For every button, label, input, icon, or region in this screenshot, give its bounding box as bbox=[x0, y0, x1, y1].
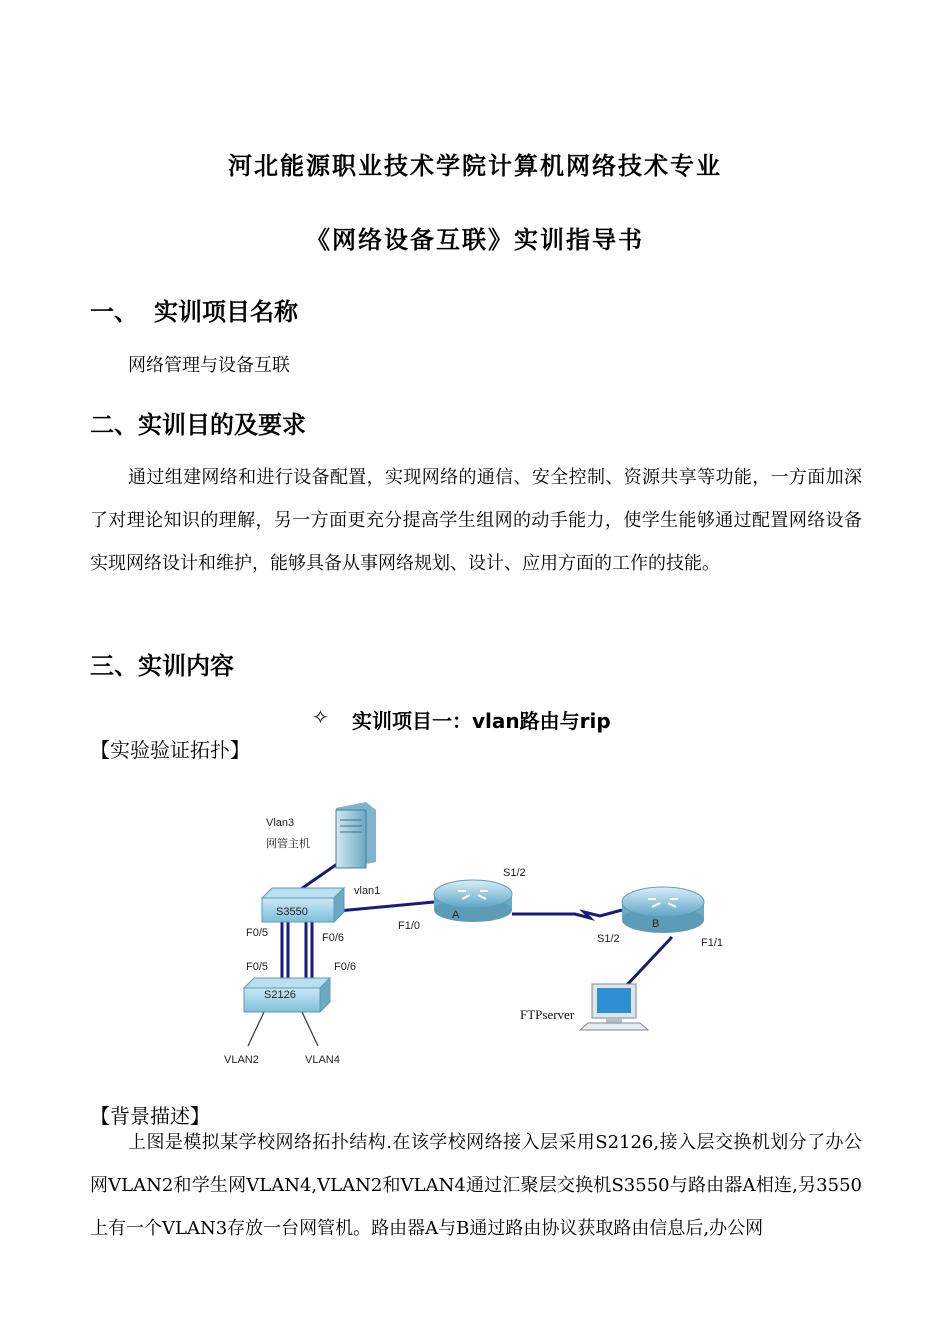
mgmt-host-label: 网管主机 bbox=[266, 838, 310, 850]
link-serial-A-B bbox=[512, 910, 622, 918]
section3-heading: 三、实训内容 bbox=[90, 652, 234, 680]
f05-lower-label: F0/5 bbox=[246, 961, 269, 973]
link-vlan2 bbox=[248, 1012, 264, 1046]
f10-label: F1/0 bbox=[398, 920, 421, 932]
f05-upper-label: F0/5 bbox=[246, 927, 269, 939]
section1-number: 一、 bbox=[90, 298, 138, 326]
server-icon bbox=[336, 802, 376, 868]
s12-bottom-label: S1/2 bbox=[597, 933, 620, 945]
background-paragraph: 上图是模拟某学校网络拓扑结构.在该学校网络接入层采用S2126,接入层交换机划分了办公网VLAN2和学生网VLAN4,VLAN2和VLAN4通过汇聚层交换机S3550与路由器A相连,另3550上有一个VLAN3存放一台网管机。路由器A与B通过路由协议获取路由信息后,办公网 bbox=[90, 1132, 862, 1239]
section2-heading: 二、实训目的及要求 bbox=[90, 411, 306, 439]
vlan2-label: VLAN2 bbox=[224, 1054, 259, 1066]
router-a-icon bbox=[434, 880, 512, 922]
vlan3-label: Vlan3 bbox=[266, 817, 295, 829]
s3550-label: S3550 bbox=[276, 906, 308, 918]
project-marker: ✧ bbox=[312, 705, 329, 729]
f11-label: F1/1 bbox=[701, 937, 724, 949]
router-b-label: B bbox=[652, 918, 660, 930]
router-a-label: A bbox=[452, 909, 460, 921]
s12-top-label: S1/2 bbox=[503, 867, 526, 879]
doc-title-line1: 河北能源职业技术学院计算机网络技术专业 bbox=[228, 152, 722, 180]
router-b-icon bbox=[622, 887, 704, 933]
doc-title-line2: 《网络设备互联》实训指导书 bbox=[306, 226, 644, 254]
vlan4-label: VLAN4 bbox=[305, 1054, 340, 1066]
computer-icon bbox=[580, 984, 648, 1030]
section2-paragraph: 通过组建网络和进行设备配置，实现网络的通信、安全控制、资源共享等功能，一方面加深了对理论知识的理解，另一方面更充分提高学生组网的动手能力，使学生能够通过配置网络设备实现网络设计和维护，能够具备从事网络规划、设计、应用方面的工作的技能。 bbox=[90, 467, 862, 574]
link-vlan4 bbox=[302, 1012, 318, 1046]
topology-diagram bbox=[0, 790, 950, 1090]
f06-upper-label: F0/6 bbox=[322, 932, 345, 944]
topology-label: 【实验验证拓扑】 bbox=[90, 738, 250, 762]
f06-lower-label: F0/6 bbox=[334, 961, 357, 973]
ftp-label: FTPserver bbox=[520, 1007, 575, 1022]
link-s3550-routerA bbox=[338, 902, 434, 911]
link-routerB-ftp bbox=[626, 937, 672, 986]
section1-heading: 实训项目名称 bbox=[154, 298, 298, 326]
vlan1-label: vlan1 bbox=[354, 885, 381, 897]
s2126-label: S2126 bbox=[264, 989, 296, 1001]
background-label: 【背景描述】 bbox=[90, 1104, 210, 1128]
section1-content: 网络管理与设备互联 bbox=[128, 355, 290, 376]
project-title: 实训项目一：vlan路由与rip bbox=[352, 709, 611, 733]
